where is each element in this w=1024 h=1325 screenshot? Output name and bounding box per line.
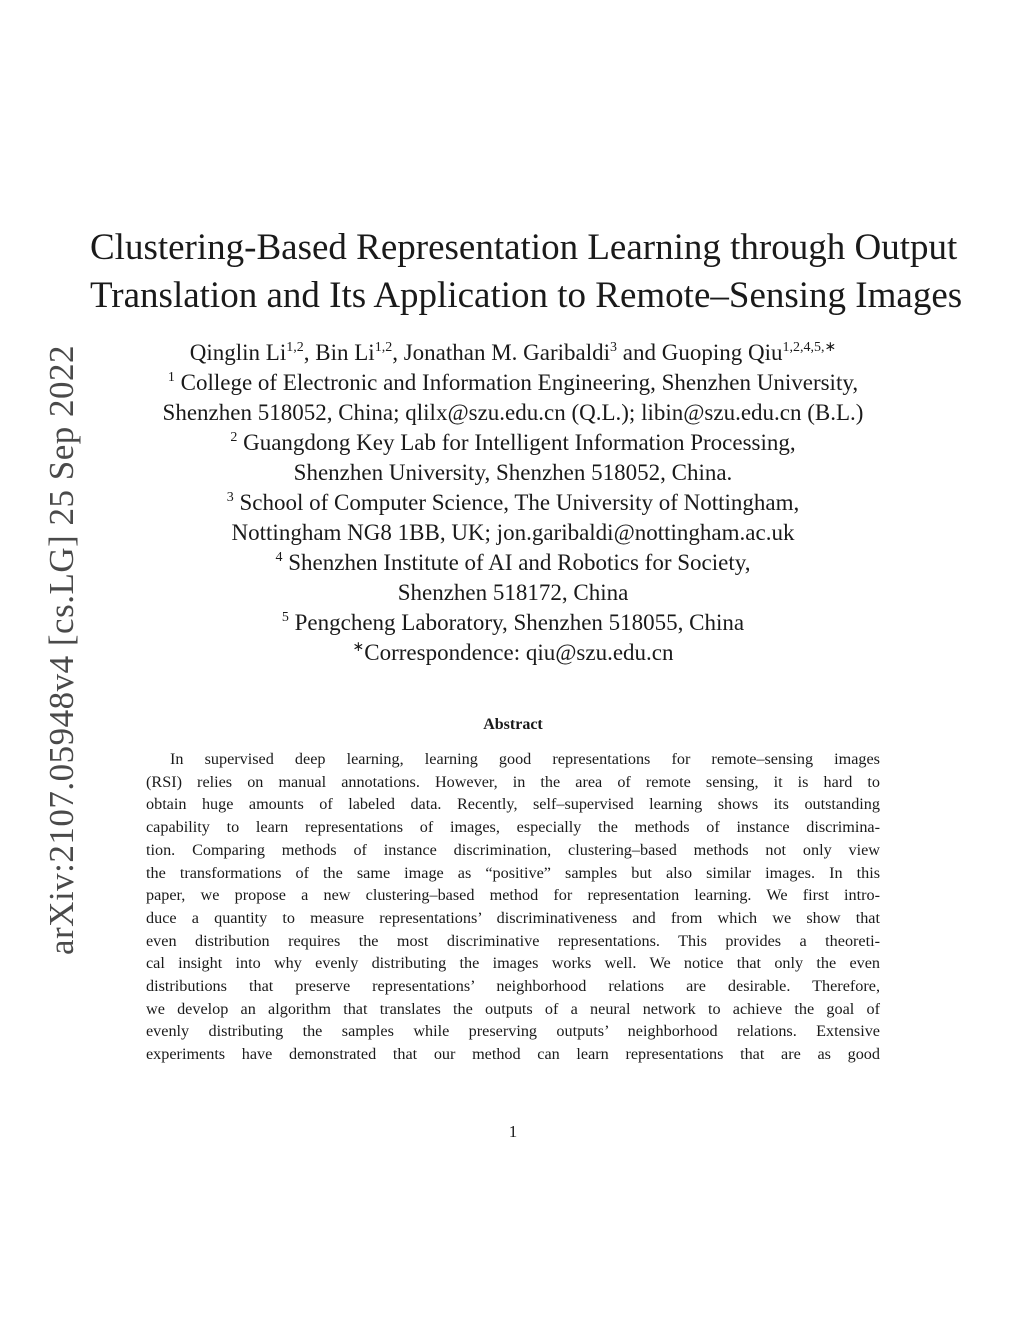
affiliation-number: 2 (230, 430, 238, 445)
abstract-line: cal insight into why evenly distributing the images works well. We notice that only the even (146, 954, 880, 973)
author-name: Qinglin Li (189, 340, 287, 365)
affiliation-3-line-2: Nottingham NG8 1BB, UK; jon.garibaldi@nottingham.ac.uk (231, 520, 795, 545)
affiliation-number: 4 (275, 550, 283, 565)
author-block (90, 338, 936, 668)
abstract-heading: Abstract (483, 716, 543, 733)
paper-title (90, 224, 963, 320)
abstract-line: we develop an algorithm that translates the outputs of a neural network to achieve the goal of (146, 999, 880, 1018)
abstract-line: (RSI) relies on manual annotations. However, in the area of remote sensing, it is hard to (146, 772, 880, 791)
abstract-line: duce a quantity to measure representations’ discriminativeness and from which we show that (146, 908, 880, 927)
affiliation-2-line-1: $^2$ Guangdong Key Lab for Intelligent Information Processing, (230, 430, 796, 455)
affiliation-1-line-1: $^1$ College of Electronic and Information Engineering, Shenzhen University, (167, 370, 859, 395)
abstract-line: In supervised deep learning, learning good representations for remote–sensing images (170, 750, 880, 768)
correspondence (90, 638, 936, 668)
arxiv-stamp (0, 0, 81, 956)
abstract-line: even distribution requires the most discriminative representations. This provides a theoreti- (146, 931, 880, 950)
author-affiliation-mark: 3 (610, 340, 618, 355)
title-line-1: Clustering-Based Representation Learning through Output (90, 227, 958, 268)
abstract-line: obtain huge amounts of labeled data. Recently, self–supervised learning shows its outstanding (146, 795, 880, 814)
author-name: and Guoping Qiu (617, 340, 783, 365)
affiliation-1-line-2: Shenzhen 518052, China; qlilx@szu.edu.cn (Q.L.); libin@szu.edu.cn (B.L.) (162, 400, 864, 425)
affiliation-4-line-1: $^4$ Shenzhen Institute of AI and Robotics for Society, (275, 550, 751, 575)
abstract-line: experiments have demonstrated that our method can learn representations that are as good (146, 1045, 880, 1064)
affiliation-2-line-2: Shenzhen University, Shenzhen 518052, China. (293, 460, 733, 485)
abstract-body (146, 748, 880, 1066)
title-line-2: Translation and Its Application to Remote–Sensing Images (90, 275, 963, 316)
author-affiliation-mark: 1,2 (374, 340, 393, 355)
affiliation-5-line-1: $^5$ Pengcheng Laboratory, Shenzhen 518055, China (281, 610, 745, 635)
page-number: 1 (508, 1122, 518, 1141)
abstract-line: distributions that preserve representations’ neighborhood relations are desirable. Therefore, (146, 977, 880, 996)
abstract-line: the transformations of the same image as “positive” samples but also similar images. In this (146, 863, 880, 882)
arxiv-identifier: arXiv:2107.05948v4 [cs.LG] 25 Sep 2022 (42, 344, 81, 956)
correspondence-mark: ∗ (352, 640, 365, 655)
affiliation-number: 5 (281, 610, 289, 625)
abstract-line: paper, we propose a new clustering–based method for representation learning. We first intro- (146, 886, 880, 905)
author-affiliation-mark: 1,2 (286, 340, 304, 355)
author-list (90, 338, 936, 368)
affiliation-4-line-2: Shenzhen 518172, China (397, 580, 629, 605)
affiliation-3-line-1: $^3$ School of Computer Science, The University of Nottingham, (226, 490, 800, 515)
abstract-line: tion. Comparing methods of instance discrimination, clustering–based methods not only view (146, 840, 880, 859)
affiliation-number: 3 (226, 490, 234, 505)
author-affiliation-mark: 1,2,4,5,∗ (782, 340, 837, 355)
abstract-line: evenly distributing the samples while preserving outputs’ neighborhood relations. Extensive (146, 1022, 880, 1041)
author-name: , Bin Li (303, 340, 375, 365)
author-name: , Jonathan M. Garibaldi (392, 340, 611, 365)
abstract-line: capability to learn representations of images, especially the methods of instance discrimina- (146, 818, 880, 837)
correspondence-email: Correspondence: qiu@szu.edu.cn (364, 640, 674, 665)
affiliation-number: 1 (167, 370, 175, 385)
